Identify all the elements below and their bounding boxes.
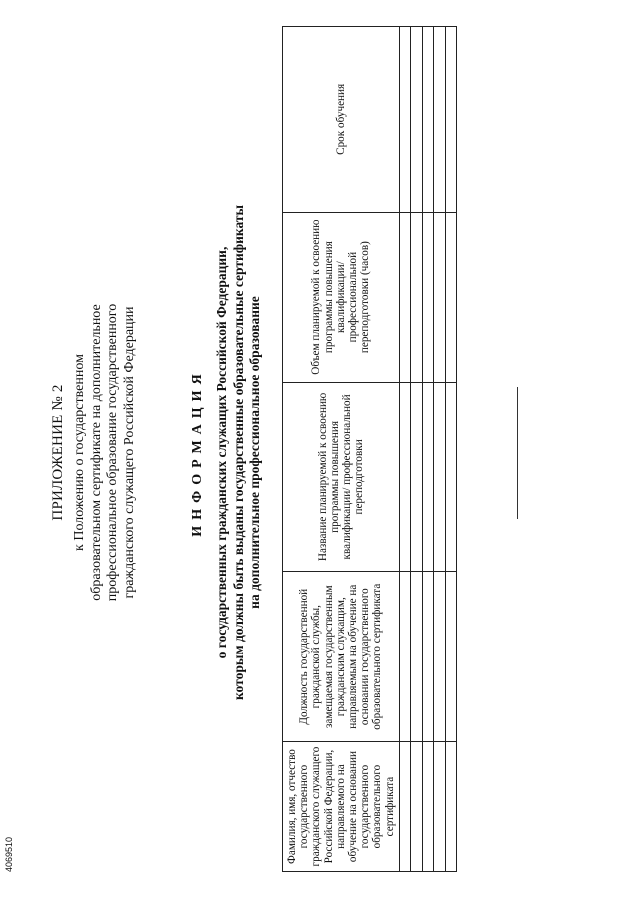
table-cell (399, 382, 411, 572)
document-subheading (214, 0, 264, 905)
table-row (411, 27, 423, 872)
table-cell (434, 742, 446, 872)
table-cell (422, 382, 434, 572)
table-cell (411, 742, 423, 872)
table-row (434, 27, 446, 872)
table-cell (422, 742, 434, 872)
subheading-line: о государственных гражданских служащих Российской Федерации, (214, 246, 229, 659)
table-cell (399, 27, 411, 213)
appendix-line: профессиональное образование государственного (105, 303, 120, 602)
appendix-line: гражданского служащего Российской Федерации (121, 306, 137, 599)
table-cell (399, 212, 411, 382)
column-header-program-hours: Объем планируемой к освоению программы повышения квалификации/ профессиональной переподготовки (часов) (283, 212, 400, 382)
appendix-title: ПРИЛОЖЕНИЕ № 2 (50, 384, 66, 521)
appendix-line: образовательном сертификате на дополнительное (88, 304, 104, 601)
column-header-position: Должность государственной гражданской службы, замещаемая государственным гражданским служащим, направляемым на обучение на основании государственного образовательного сертификата (283, 572, 400, 742)
table-cell (445, 382, 457, 572)
table-row (399, 27, 411, 872)
column-header-study-period: Срок обучения (283, 27, 400, 213)
table-cell (434, 212, 446, 382)
subheading-line: на дополнительное профессиональное образование (247, 296, 262, 609)
column-header-program-name: Название планируемой к освоению программы повышения квалификации/ профессиональной переподготовки (283, 382, 400, 572)
table-cell (411, 27, 423, 213)
table-cell (445, 212, 457, 382)
divider-line (517, 387, 518, 519)
document-heading: ИНФОРМАЦИЯ (190, 368, 205, 537)
appendix-subtitle (72, 0, 138, 905)
info-table (282, 26, 457, 872)
appendix-line: к Положению о государственном (72, 354, 87, 551)
table-cell (411, 382, 423, 572)
table-cell (411, 572, 423, 742)
table-cell (434, 382, 446, 572)
table-row (445, 27, 457, 872)
document-code: 4069510 (4, 836, 14, 872)
table-cell (445, 572, 457, 742)
table-cell (434, 27, 446, 213)
table-cell (422, 212, 434, 382)
table-cell (399, 572, 411, 742)
table-cell (422, 27, 434, 213)
table-cell (434, 572, 446, 742)
column-header-full-name: Фамилия, имя, отчество государственного гражданского служащего Российской Федерации, направляемого на обучение на основании государственного образовательного сертификата (283, 742, 400, 872)
table-cell (445, 742, 457, 872)
table-row (422, 27, 434, 872)
table-cell (399, 742, 411, 872)
table-cell (411, 212, 423, 382)
subheading-line: которым должны быть выданы государственные образовательные сертификаты (230, 204, 246, 701)
table-cell (422, 572, 434, 742)
table-cell (445, 27, 457, 213)
table-body (399, 27, 457, 872)
table-header-row (283, 27, 400, 872)
